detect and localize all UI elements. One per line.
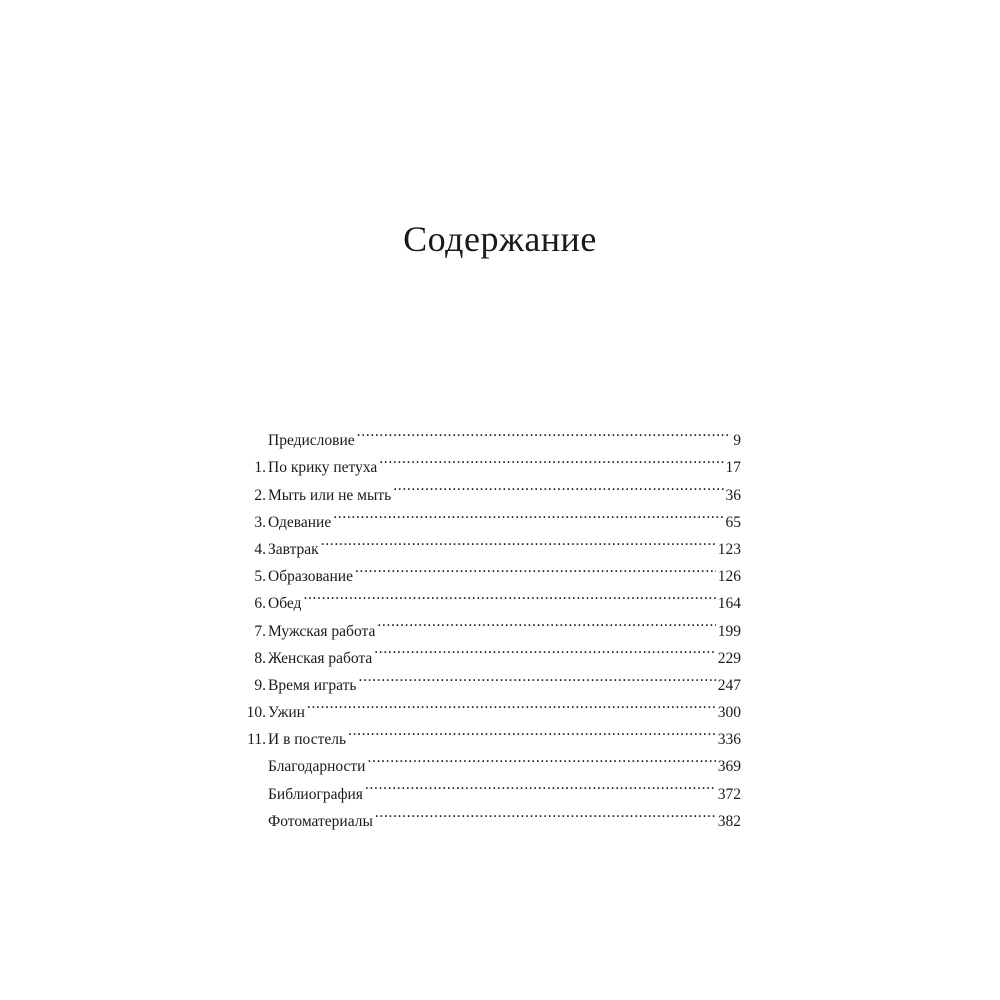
dot-leader: [379, 445, 723, 472]
toc-entry-label: И в постель: [268, 731, 347, 749]
toc-entry: [238, 581, 741, 613]
toc-entry-page: 199: [717, 622, 741, 640]
toc-entry-number: 10.: [246, 704, 266, 722]
dot-leader: [348, 717, 716, 744]
toc-entry-number: 9.: [254, 676, 266, 694]
toc-entry-label: Благодарности: [268, 758, 366, 776]
toc-entry-page: 17: [725, 459, 741, 477]
toc-entry-label: Ужин: [268, 704, 305, 722]
page-title: Содержание: [403, 219, 597, 259]
dot-leader: [357, 418, 732, 445]
toc-entry-number: 4.: [254, 540, 266, 558]
toc-entry-number: 3.: [254, 513, 266, 531]
table-of-contents: [238, 418, 741, 830]
toc-entry-page: 247: [717, 676, 741, 694]
toc-entry-page: 123: [717, 540, 741, 558]
dot-leader: [307, 690, 716, 717]
toc-entry-page: 164: [717, 595, 741, 613]
toc-entry-page: 336: [717, 731, 741, 749]
toc-entry-label: Женская работа: [268, 649, 373, 667]
toc-entry-page: 65: [725, 513, 741, 531]
toc-entry-number: 6.: [254, 595, 266, 613]
dot-leader: [303, 581, 715, 608]
toc-entry-label: Одевание: [268, 513, 332, 531]
toc-entry-label: Обед: [268, 595, 302, 613]
dot-leader: [355, 554, 716, 581]
toc-entry: [238, 717, 741, 749]
toc-entry-label: Мужская работа: [268, 622, 376, 640]
toc-entry-label: По крику петуха: [268, 459, 378, 477]
toc-entry-label: Время играть: [268, 676, 357, 694]
toc-entry-number: 11.: [247, 731, 266, 749]
toc-entry-number: 8.: [254, 649, 266, 667]
toc-entry-number: 1.: [254, 459, 266, 477]
toc-entry-label: Библиография: [268, 785, 363, 803]
toc-entry: [238, 418, 741, 450]
dot-leader: [365, 771, 716, 798]
dot-leader: [333, 500, 723, 527]
toc-entry-page: 382: [717, 812, 741, 830]
toc-entry: [238, 690, 741, 722]
toc-entry-number: 7.: [254, 622, 266, 640]
toc-entry-page: 372: [717, 785, 741, 803]
dot-leader: [375, 799, 716, 826]
toc-entry-page: 126: [717, 568, 741, 586]
toc-entry-page: 369: [717, 758, 741, 776]
toc-entry-label: Мыть или не мыть: [268, 486, 392, 504]
dot-leader: [367, 744, 715, 771]
toc-entry-label: Предисловие: [268, 432, 355, 450]
toc-entry-label: Завтрак: [268, 540, 319, 558]
dot-leader: [321, 527, 716, 554]
toc-entry: [238, 608, 741, 640]
toc-entry-number: 2.: [254, 486, 266, 504]
toc-entry-label: Образование: [268, 568, 353, 586]
toc-entry-page: 36: [725, 486, 741, 504]
dot-leader: [377, 608, 715, 635]
dot-leader: [393, 472, 723, 499]
toc-entry-page: 300: [717, 704, 741, 722]
toc-entry-page: 9: [733, 432, 741, 450]
toc-entry-number: 5.: [254, 568, 266, 586]
toc-entry-page: 229: [717, 649, 741, 667]
toc-entry-label: Фотоматериалы: [268, 812, 373, 830]
dot-leader: [374, 636, 716, 663]
dot-leader: [359, 663, 716, 690]
